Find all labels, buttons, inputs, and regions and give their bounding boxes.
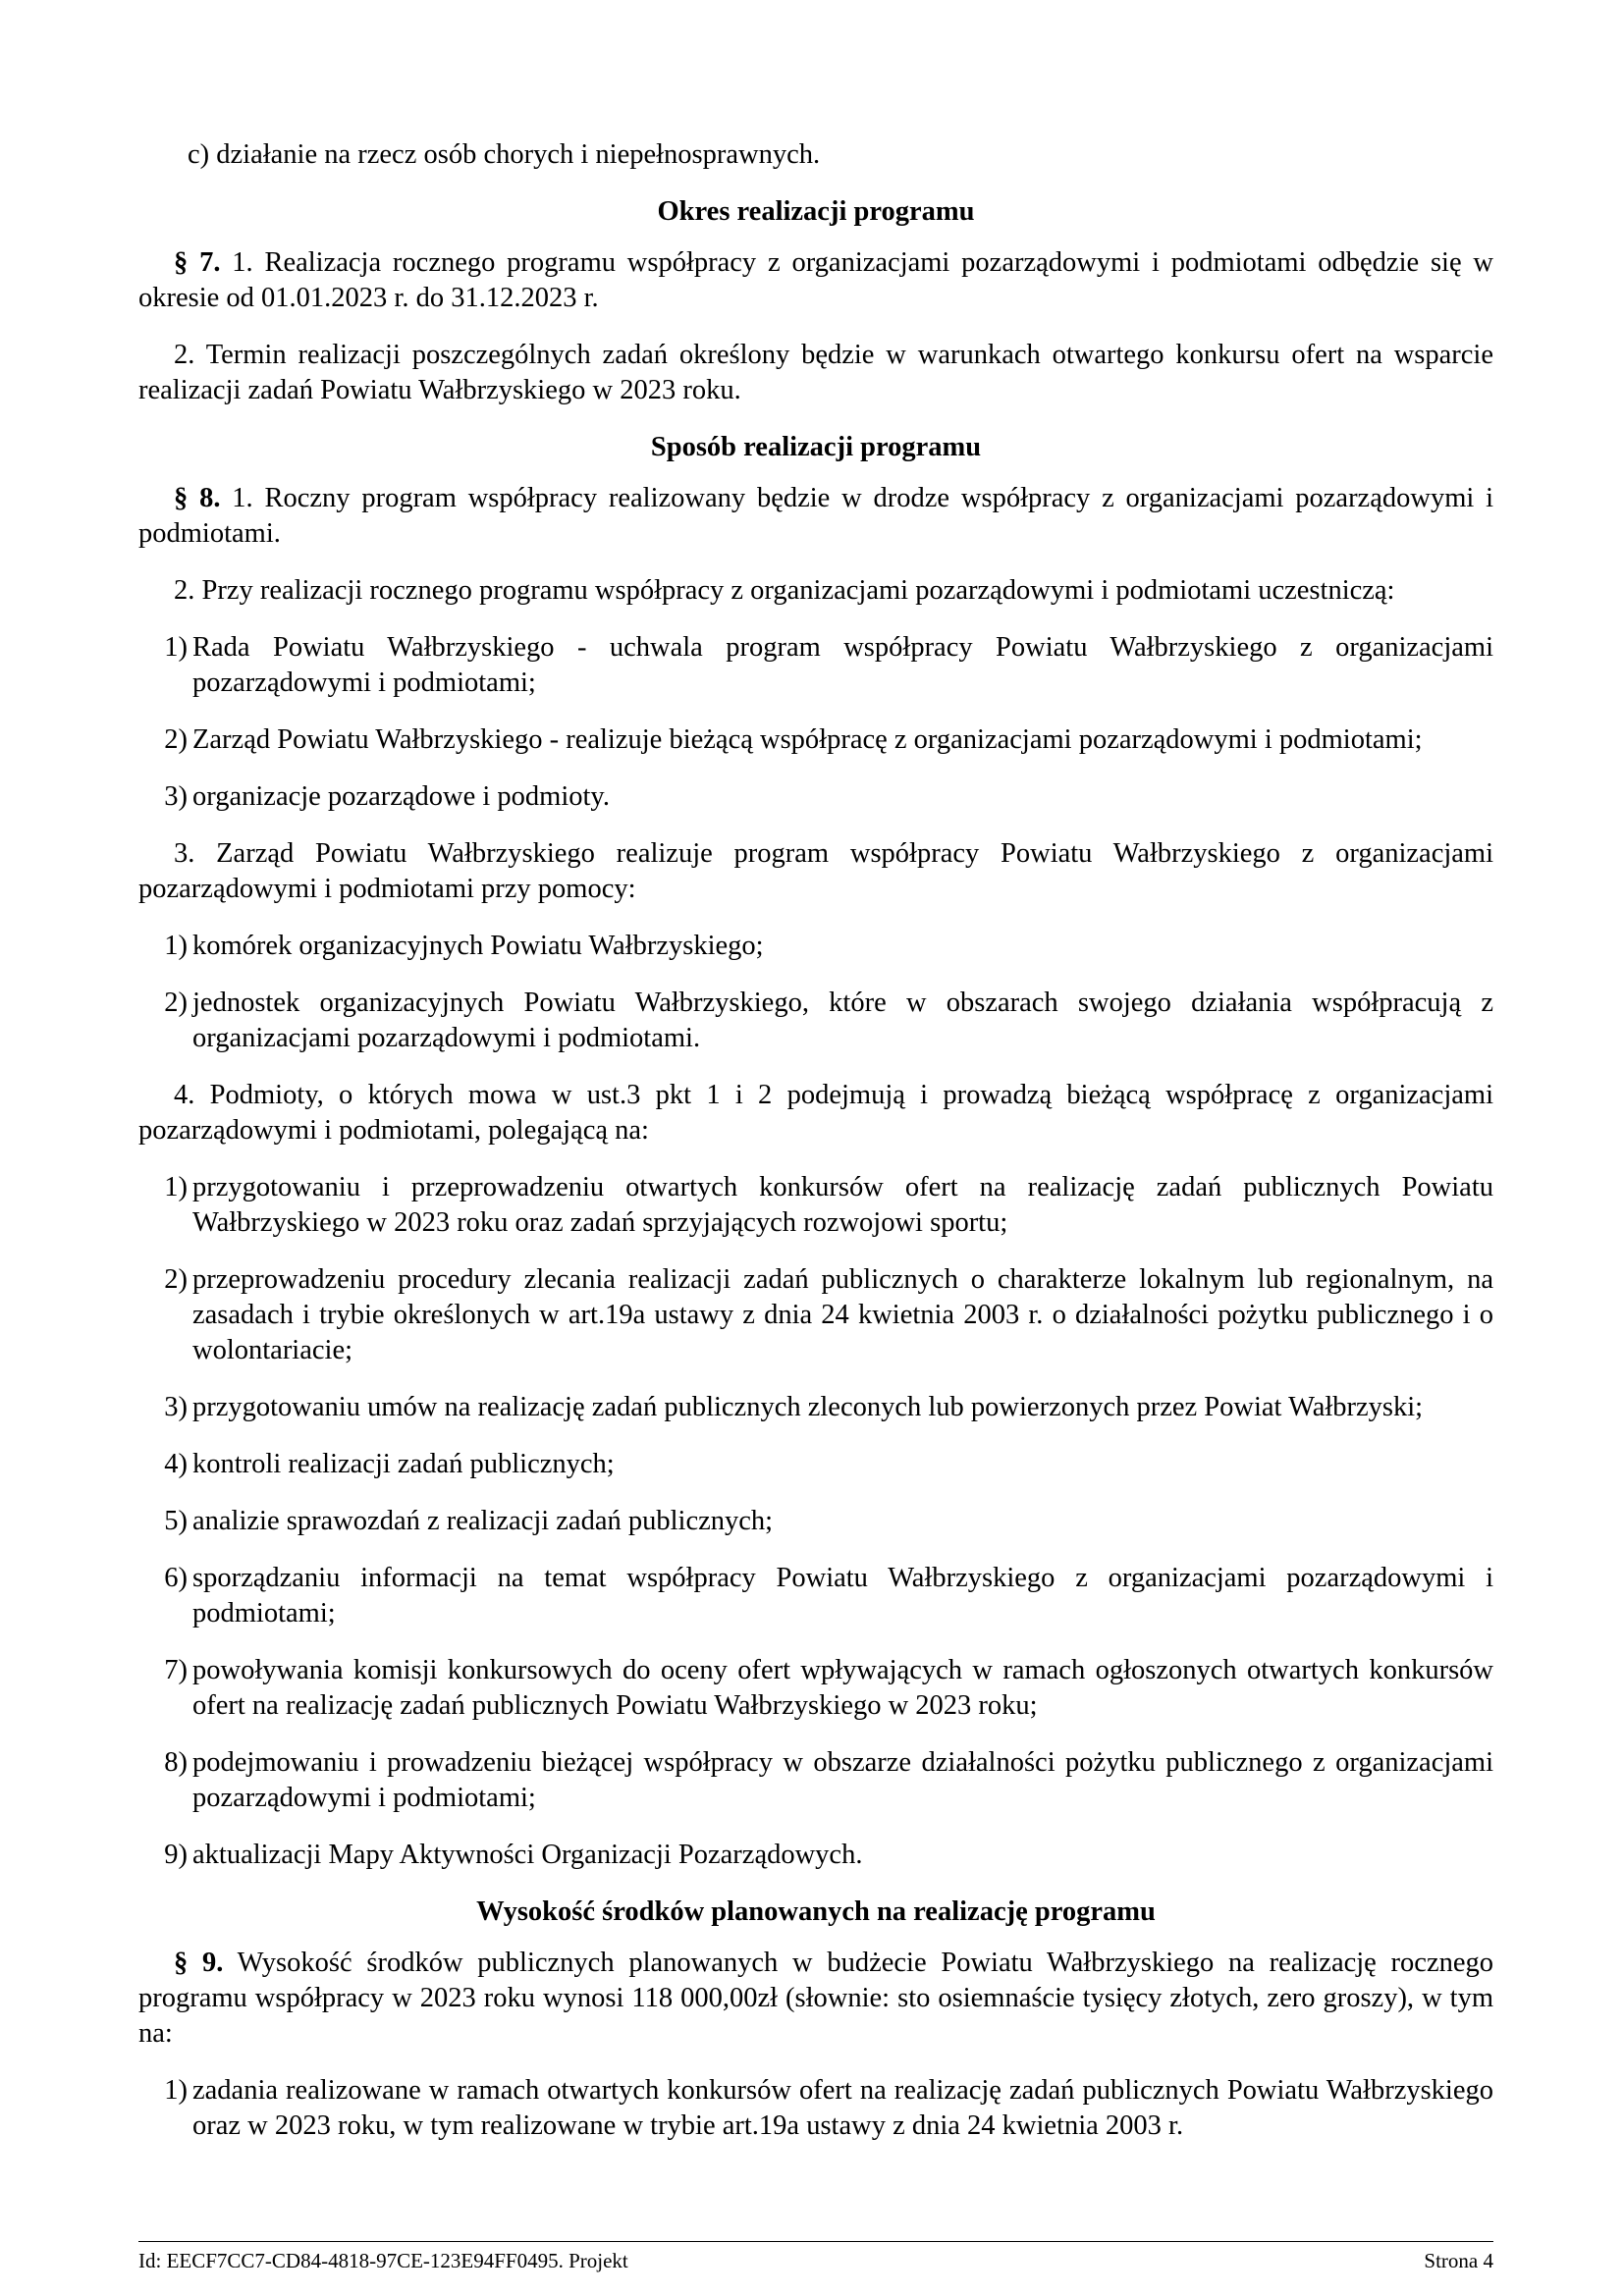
list-item-text: komórek organizacyjnych Powiatu Wałbrzyskiego; (192, 931, 764, 961)
list-item (138, 1745, 1493, 1816)
list-item (138, 1838, 1493, 1873)
list-item-number: 2) (164, 1264, 188, 1295)
list-item-text: powoływania komisji konkursowych do oceny ofert wpływających w ramach ogłoszonych otwartych konkursów ofert na realizację zadań publicznych Powiatu Wałbrzyskiego w 2023 roku; (192, 1655, 1493, 1721)
list-item-number: 1) (164, 2075, 188, 2106)
page-footer (138, 2241, 1493, 2273)
list-item-text: przeprowadzeniu procedury zlecania realizacji zadań publicznych o charakterze lokalnym lub regionalnym, na zasadach i trybie określonych w art.19a ustawy z dnia 24 kwietnia 2003 r. o działalności pożytku publicznego i o wolontariacie; (192, 1264, 1493, 1365)
list-item-number: 1) (164, 1172, 188, 1202)
list-item (138, 1561, 1493, 1631)
list-item-text: sporządzaniu informacji na temat współpracy Powiatu Wałbrzyskiego z organizacjami pozarządowymi i podmiotami; (192, 1563, 1493, 1629)
list-item (138, 2073, 1493, 2144)
section-8-paragraph-4: 4. Podmioty, o których mowa w ust.3 pkt 1 i 2 podejmują i prowadzą bieżącą współpracę z organizacjami pozarządowymi i podmiotami, polegającą na: (138, 1080, 1493, 1146)
list-item-number: 3) (164, 781, 188, 812)
list-item-text: przygotowaniu umów na realizację zadań publicznych zleconych lub powierzonych przez Powiat Wałbrzyski; (192, 1392, 1424, 1422)
section-8-paragraph-2: 2. Przy realizacji rocznego programu współpracy z organizacjami pozarządowymi i podmiotami uczestniczą: (174, 575, 1395, 606)
lead-item-c: c) działanie na rzecz osób chorych i niepełnosprawnych. (188, 139, 821, 170)
list-item-number: 4) (164, 1449, 188, 1479)
list-item-number: 1) (164, 632, 188, 663)
list-item (138, 1653, 1493, 1724)
list-item (138, 779, 1493, 815)
section-9-mark: § 9. (174, 1948, 224, 1978)
list-item (138, 1504, 1493, 1539)
list-item-number: 7) (164, 1655, 188, 1685)
list-item-text: Rada Powiatu Wałbrzyskiego - uchwala program współpracy Powiatu Wałbrzyskiego z organizacjami pozarządowymi i podmiotami; (192, 632, 1493, 698)
section-9-paragraph-1-text: Wysokość środków publicznych planowanych w budżecie Powiatu Wałbrzyskiego na realizację rocznego programu współpracy w 2023 roku wynosi 118 000,00zł (słownie: sto osiemnaście tysięcy złotych, zero groszy), w tym na: (138, 1948, 1493, 2049)
list-item-text: organizacje pozarządowe i podmioty. (192, 781, 610, 812)
list-item (138, 722, 1493, 758)
list-item (138, 986, 1493, 1056)
list-item-text: Zarząd Powiatu Wałbrzyskiego - realizuje bieżącą współpracę z organizacjami pozarządowymi i podmiotami; (192, 724, 1423, 755)
list-item-text: kontroli realizacji zadań publicznych; (192, 1449, 615, 1479)
list-item (138, 1447, 1493, 1482)
section-7-heading: Okres realizacji programu (657, 196, 975, 227)
section-7-paragraph-1-text: 1. Realizacja rocznego programu współpracy z organizacjami pozarządowymi i podmiotami odbędzie się w okresie od 01.01.2023 r. do 31.12.2023 r. (138, 247, 1494, 313)
section-7-mark: § 7. (174, 247, 221, 278)
list-item-text: aktualizacji Mapy Aktywności Organizacji Pozarządowych. (192, 1840, 863, 1870)
section-7-paragraph-1 (138, 245, 1493, 316)
list-item-number: 5) (164, 1506, 188, 1536)
list-item-number: 2) (164, 724, 188, 755)
section-8-paragraph-3: 3. Zarząd Powiatu Wałbrzyskiego realizuje program współpracy Powiatu Wałbrzyskiego z organizacjami pozarządowymi i podmiotami przy pomocy: (138, 838, 1493, 904)
list-item (138, 1262, 1493, 1368)
list-item (138, 929, 1493, 964)
list-item-text: podejmowaniu i prowadzeniu bieżącej współpracy w obszarze działalności pożytku publicznego z organizacjami pozarządowymi i podmiotami; (192, 1747, 1493, 1813)
list-item-text: zadania realizowane w ramach otwartych konkursów ofert na realizację zadań publicznych Powiatu Wałbrzyskiego oraz w 2023 roku, w tym realizowane w trybie art.19a ustawy z dnia 24 kwietnia 2003 r. (192, 2075, 1493, 2141)
list-item-number: 6) (164, 1563, 188, 1593)
section-9-heading: Wysokość środków planowanych na realizację programu (476, 1896, 1156, 1927)
list-item-text: jednostek organizacyjnych Powiatu Wałbrzyskiego, które w obszarach swojego działania współpracują z organizacjami pozarządowymi i podmiotami. (192, 988, 1493, 1053)
list-item-number: 9) (164, 1840, 188, 1870)
document-id: Id: EECF7CC7-CD84-4818-97CE-123E94FF0495. Projekt (138, 2249, 628, 2272)
list-item-text: analizie sprawozdań z realizacji zadań publicznych; (192, 1506, 774, 1536)
list-item-number: 1) (164, 931, 188, 961)
list-item-text: przygotowaniu i przeprowadzeniu otwartych konkursów ofert na realizację zadań publicznych Powiatu Wałbrzyskiego w 2023 roku oraz zadań sprzyjających rozwojowi sportu; (192, 1172, 1493, 1238)
section-8-paragraph-1 (138, 481, 1493, 552)
list-item (138, 630, 1493, 701)
section-7-paragraph-2: 2. Termin realizacji poszczególnych zadań określony będzie w warunkach otwartego konkursu ofert na wsparcie realizacji zadań Powiatu Wałbrzyskiego w 2023 roku. (138, 340, 1493, 405)
document-page (138, 137, 1493, 2165)
list-item (138, 1390, 1493, 1425)
section-8-mark: § 8. (174, 483, 221, 513)
page-number: Strona 4 (1424, 2249, 1493, 2272)
section-9-paragraph-1 (138, 1946, 1493, 2052)
list-item-number: 3) (164, 1392, 188, 1422)
list-item (138, 1170, 1493, 1241)
list-item-number: 8) (164, 1747, 188, 1778)
list-item-number: 2) (164, 988, 188, 1018)
section-8-paragraph-1-text: 1. Roczny program współpracy realizowany będzie w drodze współpracy z organizacjami pozarządowymi i podmiotami. (138, 483, 1494, 549)
section-8-heading: Sposób realizacji programu (650, 432, 982, 462)
